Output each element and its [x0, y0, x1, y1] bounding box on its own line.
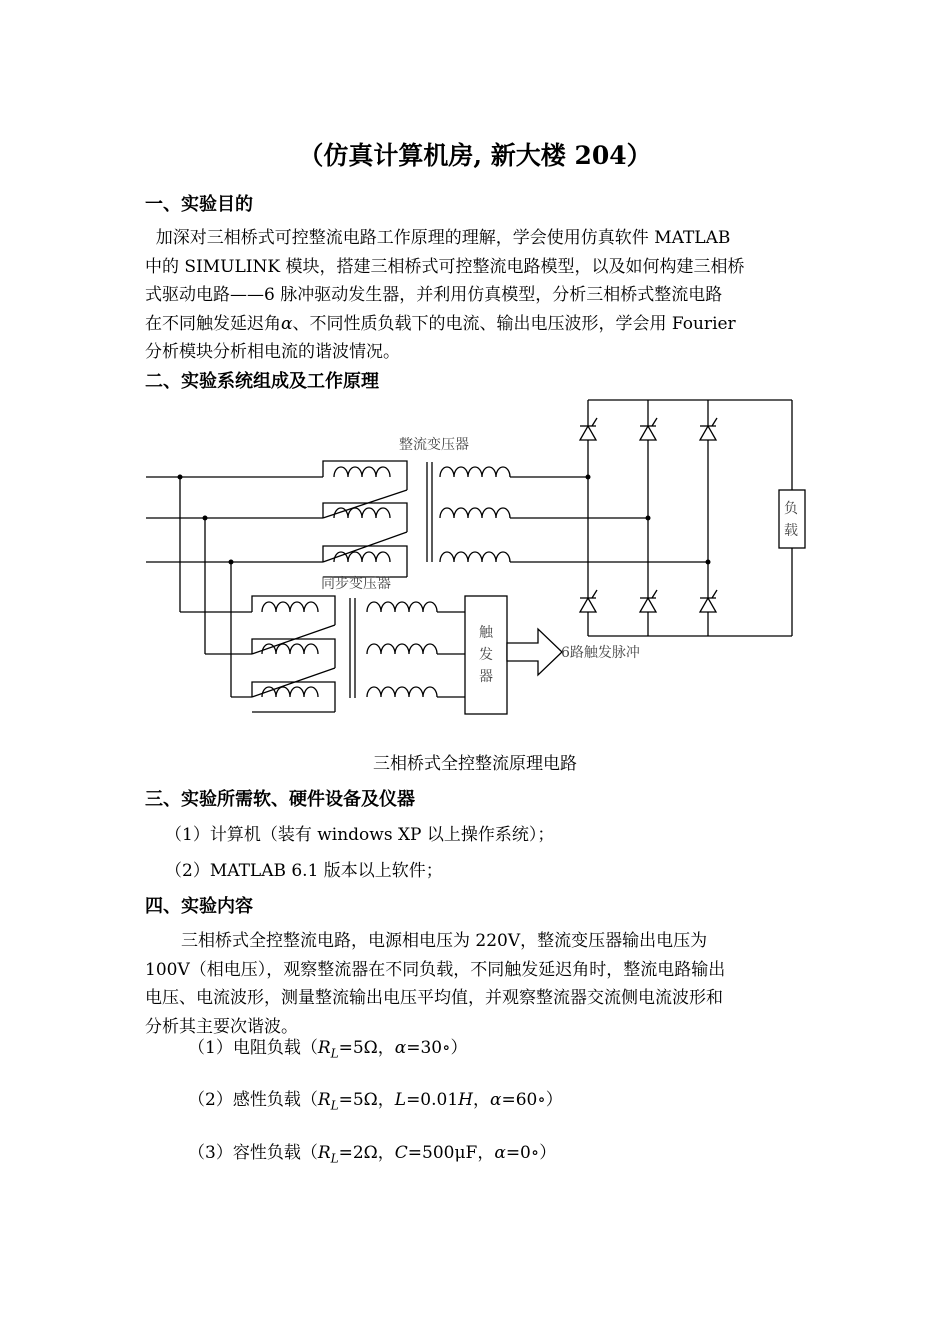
text-line: 分析模块分析相电流的谐波情况。	[145, 342, 400, 362]
text-line: 式驱动电路——6 脉冲驱动发生器，并利用仿真模型，分析三相桥式整流电路	[145, 285, 723, 305]
math-symbol: α	[490, 1090, 502, 1110]
junction-dots	[178, 475, 711, 565]
math-symbol: C	[394, 1143, 408, 1163]
math-symbol: R	[317, 1143, 331, 1163]
content-paragraph	[145, 927, 807, 1041]
label-load-1: 负	[784, 501, 798, 517]
rectifier-transformer-secondary	[440, 467, 708, 562]
math-symbol: L	[394, 1090, 407, 1110]
math-symbol: α	[394, 1038, 407, 1058]
math-value: =0∘）	[505, 1143, 557, 1163]
math-value: =2Ω	[338, 1143, 378, 1163]
case-label: （2）感性负载（	[188, 1090, 318, 1110]
page-title: （仿真计算机房, 新大楼 204）	[298, 141, 652, 170]
math-symbol: R	[317, 1090, 331, 1110]
case-resistive	[188, 1033, 467, 1060]
math-symbol: R	[317, 1038, 331, 1058]
math-symbol: α	[494, 1143, 506, 1163]
label-sync-transformer: 同步变压器	[321, 576, 391, 592]
math-unit: H	[458, 1090, 473, 1110]
sync-transformer-primary	[252, 596, 335, 712]
math-value: =60∘）	[501, 1090, 563, 1110]
label-trigger-2: 发	[479, 647, 493, 663]
label-load-2: 载	[784, 523, 798, 539]
math-value: =5Ω	[338, 1090, 378, 1110]
section-heading-content: 四、实验内容	[145, 896, 253, 917]
separator: ，	[377, 1038, 395, 1058]
label-pulse: 6路触发脉冲	[561, 645, 640, 661]
equipment-item: （1）计算机（装有 windows XP 以上操作系统）；	[165, 825, 555, 845]
case-inductive	[188, 1085, 563, 1112]
separator: ，	[377, 1090, 395, 1110]
separator: ，	[473, 1090, 490, 1110]
text-line: 三相桥式全控整流电路，电源相电压为 220V，整流变压器输出电压为	[181, 931, 708, 951]
pulse-arrow	[507, 629, 562, 675]
case-label: （1）电阻负载（	[188, 1038, 318, 1058]
text-segment: 、不同性质负载下的电流、输出电压波形，学会用 Fourier	[292, 313, 736, 334]
label-trigger-1: 触	[479, 625, 493, 641]
separator: ，	[477, 1143, 495, 1163]
case-capacitive	[188, 1138, 556, 1165]
section-heading-equipment: 三、实验所需软、硬件设备及仪器	[145, 789, 415, 810]
math-value: =500μF	[407, 1143, 478, 1163]
math-subscript: L	[330, 1098, 339, 1113]
sync-transformer-secondary	[367, 602, 465, 697]
label-trigger-3: 器	[479, 669, 493, 685]
alpha-symbol: α	[281, 313, 293, 334]
text-line: 加深对三相桥式可控整流电路工作原理的理解，学会使用仿真软件 MATLAB	[145, 228, 731, 248]
equipment-item: （2）MATLAB 6.1 版本以上软件；	[165, 861, 443, 881]
math-subscript: L	[330, 1046, 339, 1061]
math-subscript: L	[330, 1151, 339, 1166]
rectifier-transformer-primary	[323, 461, 407, 577]
text-line: 100V（相电压），观察整流器在不同负载，不同触发延迟角时，整流电路输出	[145, 959, 726, 980]
section-heading-purpose: 一、实验目的	[145, 194, 253, 215]
text-segment: 在不同触发延迟角	[145, 313, 281, 334]
section-heading-principle: 二、实验系统组成及工作原理	[145, 371, 379, 392]
math-value: =30∘）	[406, 1038, 468, 1058]
text-line: 电压、电流波形，测量整流输出电压平均值，并观察整流器交流侧电流波形和	[145, 988, 723, 1008]
text-line: 中的 SIMULINK 模块，搭建三相桥式可控整流电路模型，以及如何构建三相桥	[145, 256, 745, 277]
load-box	[779, 490, 805, 548]
separator: ，	[377, 1143, 395, 1163]
math-value: =0.01	[406, 1090, 459, 1110]
text-line: 分析其主要次谐波。	[145, 1016, 298, 1037]
case-label: （3）容性负载（	[188, 1143, 318, 1163]
math-value: =5Ω	[338, 1038, 378, 1058]
figure-caption: 三相桥式全控整流原理电路	[373, 754, 577, 774]
label-rectifier-transformer: 整流变压器	[399, 437, 469, 453]
